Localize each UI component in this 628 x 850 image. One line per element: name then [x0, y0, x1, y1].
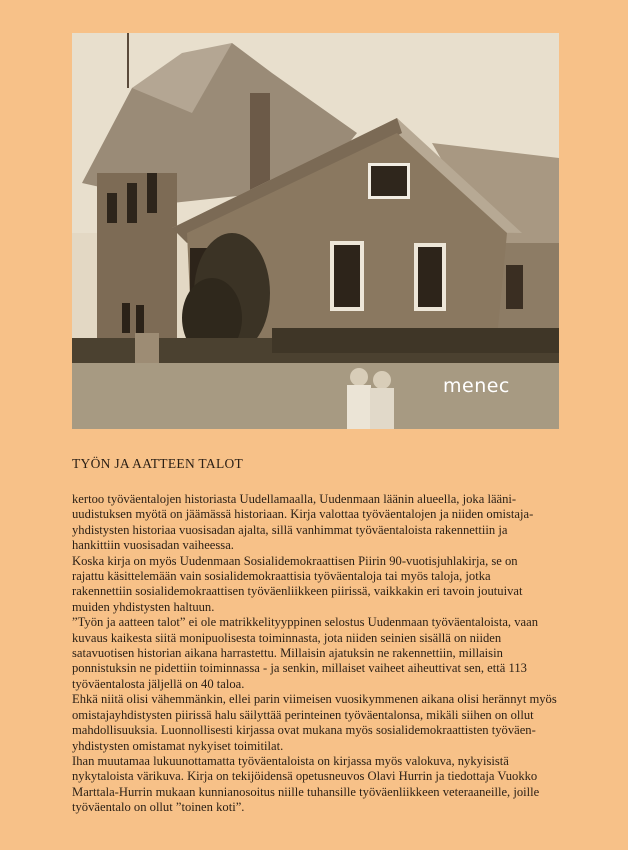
cover-photo-workers-hall [72, 33, 559, 429]
blurb-line: ponnistuksin ne pidettiin toiminnassa - ja senkin, millaiset vaiheet aiheuttivat sen, että 113 [72, 661, 527, 676]
blurb-line: kertoo työväentalojen historiasta Uudellamaalla, Uudenmaan läänin alueella, joka lääni- [72, 492, 517, 506]
watermark-text: menec [443, 375, 510, 397]
blurb-text [72, 492, 582, 816]
blurb-line: Koska kirja on myös Uudenmaan Sosialidemokraattisen Piirin 90-vuotisjuhlakirja, se on [72, 553, 518, 568]
blurb-line: omistajayhdistysten piirissä halu säilyttää perinteinen työväentalonsa, mikäli siihen on ollut [72, 707, 534, 722]
blurb-line: työväentalosta jäljellä on 40 taloa. [72, 676, 245, 691]
blurb-line: satavuotisen historian aikana harrastettu. Millaisin ajatuksin ne rakennettiin, millaisin [72, 646, 503, 661]
blurb-line: hankittiin vuosisadan vaiheessa. [72, 538, 234, 553]
blurb-line: mahdollisuuksia. Luonnollisesti kirjassa ovat mukana myös sosialidemokraattisten työväen- [72, 723, 536, 738]
blurb-line: ”Työn ja aatteen talot” ei ole matrikkelityyppinen selostus Uudenmaan työväentaloista, vaan [72, 615, 538, 630]
blurb-line: uudistuksen myötä on jäämässä historiaan. Kirja valottaa työväentalojen ja niiden omistaja- [72, 507, 534, 522]
blurb-line: Ehkä niitä olisi vähemmänkin, ellei parin viimeisen vuosikymmenen aikana olisi herännyt myös [72, 692, 557, 707]
blurb-line: rajattu käsittelemään vain sosialidemokraattisia työväentaloja tai myös taloja, jotka [72, 569, 491, 584]
blurb-line: Ihan muutamaa lukuunottamatta työväentaloista on kirjassa myös valokuva, nykyisistä [72, 753, 509, 768]
blurb-line: yhdistysten historiaa vuosisadan ajalta, sillä vanhimmat työväentaloista rakennettiin ja [72, 522, 508, 537]
blurb-line: rakennettiin sosialidemokraattisen työväenliikkeen piirissä, vaikkakin eri tavoin joutuivat [72, 584, 523, 599]
book-title: TYÖN JA AATTEEN TALOT [72, 456, 244, 471]
blurb-line: yhdistysten omistamat nykyiset toimitilat. [72, 738, 284, 753]
blurb-line: työväentalo on ollut ”toinen koti”. [72, 800, 245, 815]
blurb-line: kuvaus kaikesta siitä monipuolisesta toiminnasta, jota niiden seinien sisällä on niiden [72, 630, 502, 645]
blurb-line: muiden yhdistysten haltuun. [72, 599, 215, 614]
blurb-line: nykytaloista värikuva. Kirja on tekijöidensä opetusneuvos Olavi Hurrin ja tiedottaja Vuokko [72, 769, 538, 784]
blurb-line: Marttala-Hurrin mukaan kunnianosoitus niille tuhansille työväenliikkeen veteraaneille, joille [72, 784, 540, 799]
